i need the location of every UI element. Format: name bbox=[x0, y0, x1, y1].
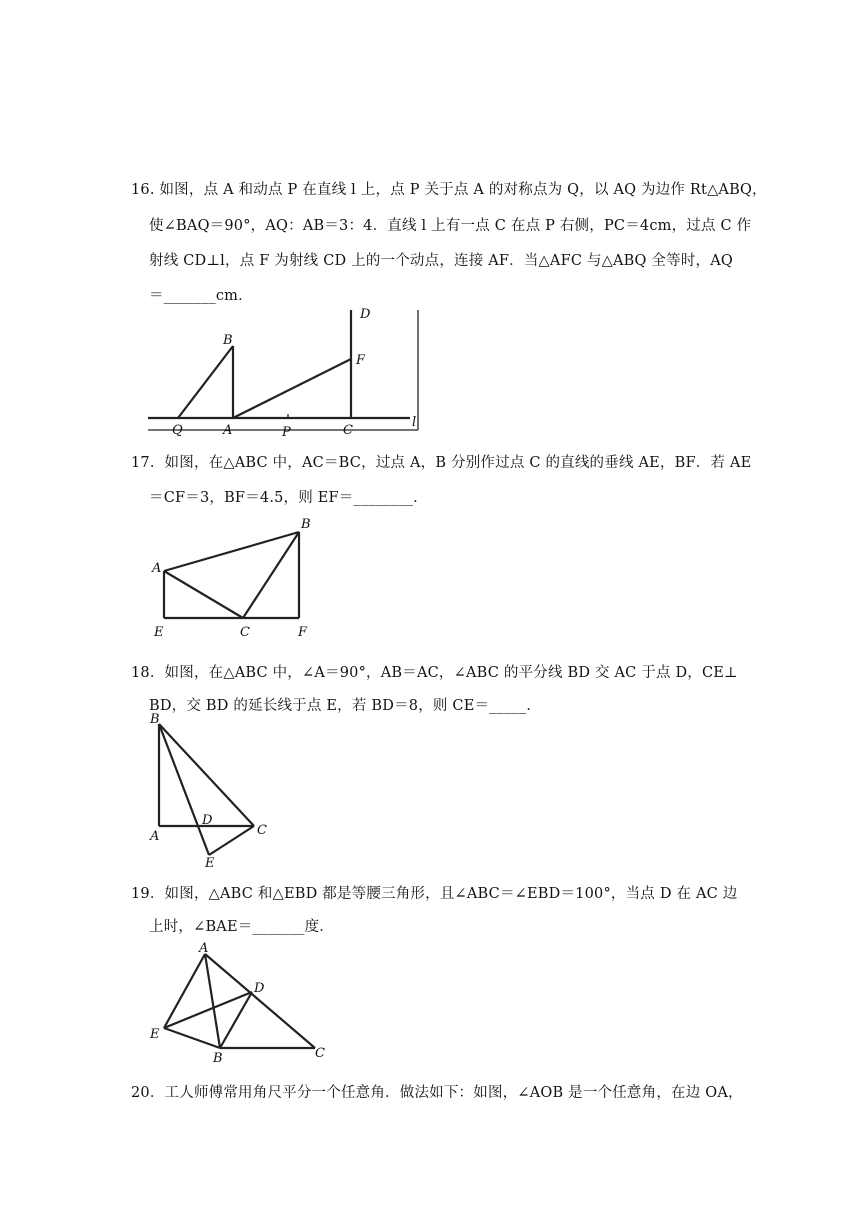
segment-AB bbox=[205, 954, 220, 1048]
q16-line-4: ＝_______cm． bbox=[149, 288, 253, 304]
label-B: B bbox=[213, 1051, 223, 1066]
label-B: B bbox=[150, 712, 160, 727]
label-A: A bbox=[152, 561, 162, 576]
label-D: D bbox=[202, 813, 213, 828]
label-D: D bbox=[254, 981, 265, 996]
q17-figure bbox=[148, 514, 328, 644]
q17-line-2: ＝CF＝3，BF＝4.5，则 EF＝________． bbox=[149, 490, 428, 506]
segment-BE bbox=[159, 724, 209, 855]
q19-line-1: 19．如图，△ABC 和△EBD 都是等腰三角形，且∠ABC＝∠EBD＝100°，当点 D 在 AC 边 bbox=[131, 886, 738, 902]
label-l: l bbox=[412, 415, 417, 430]
q18-line-1: 18．如图，在△ABC 中，∠A＝90°，AB＝AC，∠ABC 的平分线 BD 交 AC 于点 D，CE⊥ bbox=[131, 665, 738, 681]
segment-AE bbox=[164, 954, 205, 1028]
q16-line-3: 射线 CD⊥l，点 F 为射线 CD 上的一个动点，连接 AF．当△AFC 与△ABQ 全等时，AQ bbox=[149, 253, 733, 269]
q19-line-2: 上时，∠BAE＝_______度． bbox=[149, 919, 335, 935]
segment-QB bbox=[178, 346, 233, 418]
segment-AC bbox=[164, 571, 243, 618]
segment-EB bbox=[164, 1028, 220, 1048]
q16-figure bbox=[146, 306, 426, 440]
q18-line-2: BD，交 BD 的延长线于点 E，若 BD＝8，则 CE＝_____． bbox=[149, 698, 542, 714]
label-C: C bbox=[315, 1046, 325, 1061]
label-Q: Q bbox=[172, 423, 183, 438]
label-C: C bbox=[240, 625, 250, 640]
q19-figure bbox=[146, 938, 346, 1068]
label-B: B bbox=[223, 333, 233, 348]
label-C: C bbox=[343, 423, 353, 438]
segment-AC bbox=[205, 954, 315, 1048]
q20-line-1: 20．工人师傅常用角尺平分一个任意角．做法如下：如图，∠AOB 是一个任意角，在边 OA， bbox=[131, 1085, 743, 1101]
q18-figure bbox=[146, 710, 286, 870]
segment-BC bbox=[159, 724, 254, 826]
label-B: B bbox=[301, 517, 311, 532]
label-F: F bbox=[298, 625, 308, 640]
label-F: F bbox=[356, 353, 366, 368]
label-E: E bbox=[205, 856, 215, 871]
q16-line-2: 使∠BAQ＝90°，AQ：AB＝3：4．直线 l 上有一点 C 在点 P 右侧，PC＝4cm，过点 C 作 bbox=[149, 218, 752, 234]
segment-DB bbox=[220, 992, 252, 1048]
label-A: A bbox=[199, 941, 209, 956]
label-E: E bbox=[150, 1027, 160, 1042]
label-D: D bbox=[360, 307, 371, 322]
label-P: P bbox=[282, 425, 291, 440]
segment-AB bbox=[164, 532, 299, 571]
q17-line-1: 17．如图，在△ABC 中，AC＝BC，过点 A，B 分别作过点 C 的直线的垂线 AE，BF．若 AE bbox=[131, 455, 752, 471]
label-A: A bbox=[223, 423, 233, 438]
segment-EC bbox=[209, 826, 254, 855]
segment-AF bbox=[233, 359, 351, 418]
segment-ED bbox=[164, 992, 252, 1028]
label-C: C bbox=[257, 823, 267, 838]
q16-line-1: 16. 如图，点 A 和动点 P 在直线 l 上，点 P 关于点 A 的对称点为 Q，以 AQ 为边作 Rt△ABQ， bbox=[131, 182, 767, 198]
label-A: A bbox=[150, 829, 160, 844]
label-E: E bbox=[154, 625, 164, 640]
